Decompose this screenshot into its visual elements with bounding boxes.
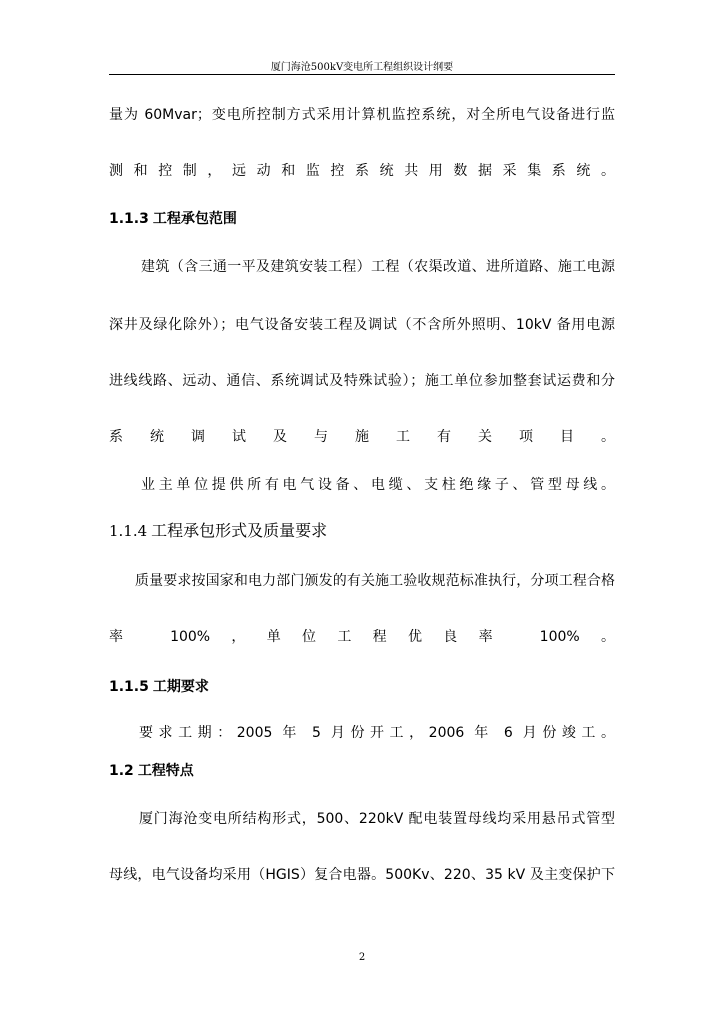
section-number: 1.1.3 xyxy=(109,211,149,227)
section-number: 1.2 xyxy=(109,763,134,779)
section-title: 工程承包范围 xyxy=(152,211,237,227)
paragraph-line: 质量要求按国家和电力部门颁发的有关施工验收规范标准执行，分项工程合格 xyxy=(135,573,615,589)
section-heading-1-1-4 xyxy=(109,522,327,540)
section-title: 工期要求 xyxy=(152,679,209,695)
paragraph-line: 母线，电气设备均采用（HGIS）复合电器。500Kv、220、35 kV 及主变保护下 xyxy=(109,867,615,883)
section-number: 1.1.4 xyxy=(109,522,148,540)
paragraph-line: 系统调试及与施工有关项目。 xyxy=(109,429,615,445)
section-heading-1-1-3 xyxy=(109,210,237,228)
section-title: 工程承包形式及质量要求 xyxy=(151,521,328,540)
section-title: 工程特点 xyxy=(137,763,194,779)
paragraph-line: 进线线路、远动、通信、系统调试及特殊试验）；施工单位参加整套试运费和分 xyxy=(109,373,615,389)
page-number: 2 xyxy=(358,952,366,963)
section-number: 1.1.5 xyxy=(109,679,149,695)
paragraph-line: 量为 60Mvar；变电所控制方式采用计算机监控系统，对全所电气设备进行监 xyxy=(109,107,615,123)
paragraph-line: 测和控制，远动和监控系统共用数据采集系统。 xyxy=(109,163,615,179)
paragraph-line: 业主单位提供所有电气设备、电缆、支柱绝缘子、管型母线。 xyxy=(141,477,615,493)
paragraph-line: 率 100%，单位工程优良率 100%。 xyxy=(109,629,615,645)
paragraph-line: 厦门海沧变电所结构形式，500、220kV 配电装置母线均采用悬吊式管型 xyxy=(139,811,615,827)
running-header: 厦门海沧500kV变电所工程组织设计纲要 xyxy=(270,62,454,73)
paragraph-line: 深井及绿化除外）；电气设备安装工程及调试（不含所外照明、10kV 备用电源 xyxy=(109,317,615,333)
paragraph-line: 要求工期：2005 年 5 月份开工，2006 年 6 月份竣工。 xyxy=(139,725,615,741)
section-heading-1-1-5 xyxy=(109,678,209,696)
paragraph-line: 建筑（含三通一平及建筑安装工程）工程（农渠改道、进所道路、施工电源 xyxy=(141,259,615,275)
header-rule xyxy=(109,74,615,75)
section-heading-1-2 xyxy=(109,762,194,780)
